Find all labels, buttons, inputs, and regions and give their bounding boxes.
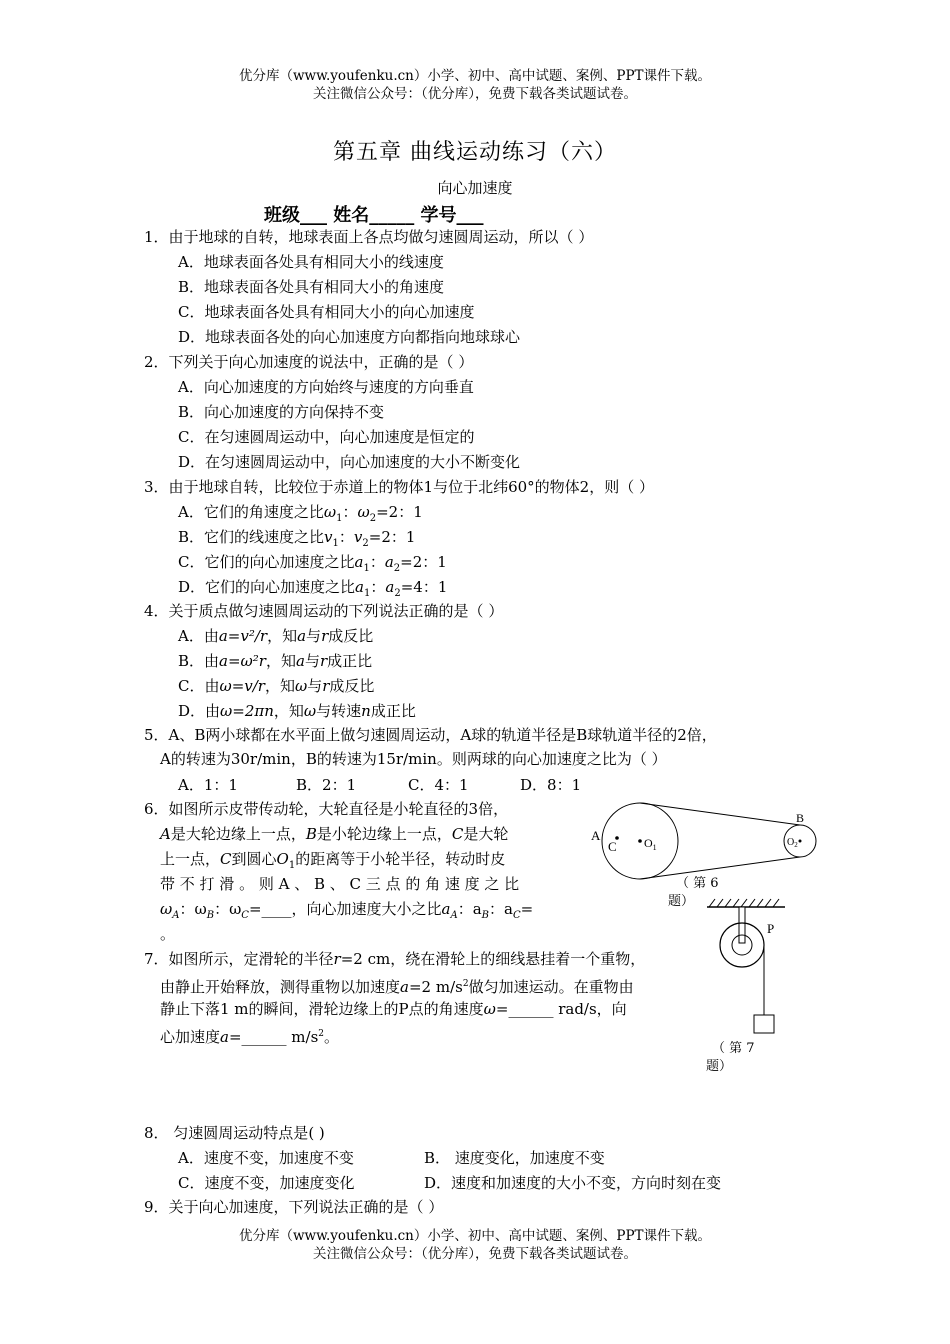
q4-option-d: D．由ω=2πn，知ω与转速n成正比 bbox=[178, 702, 416, 720]
q3-option-b: B．它们的线速度之比$v_1$：$v_2=2$：1 bbox=[178, 528, 416, 549]
q2-option-b: B．向心加速度的方向保持不变 bbox=[178, 403, 385, 421]
q6-line-1: 6．如图所示皮带传动轮，大轮直径是小轮直径的3倍， bbox=[144, 800, 509, 818]
fig6-caption-1: （ 第 6 bbox=[676, 876, 719, 891]
q3-option-a: A．它们的角速度之比$\omega_1$：$\omega_2=2$：1 bbox=[178, 503, 423, 524]
label-p: P bbox=[767, 921, 775, 936]
label-c: C bbox=[608, 839, 617, 854]
pulley-support bbox=[739, 907, 745, 943]
fig6-caption-2: 题） bbox=[668, 894, 695, 909]
ceiling-hatching bbox=[709, 899, 779, 907]
center-o1-dot bbox=[638, 839, 642, 843]
q4-option-c: C．由ω=v/r，知ω与r成反比 bbox=[178, 677, 375, 695]
q2-option-a: A．向心加速度的方向始终与速度的方向垂直 bbox=[178, 378, 474, 396]
q1-option-a: A．地球表面各处具有相同大小的线速度 bbox=[178, 253, 444, 271]
q8-option-c: C．速度不变，加速度变化 bbox=[178, 1174, 355, 1192]
q8-option-b: B． 速度变化，加速度不变 bbox=[424, 1149, 605, 1167]
q6-line-2: A是大轮边缘上一点，B是小轮边缘上一点，C是大轮 bbox=[160, 825, 509, 843]
belt-pulley-figure bbox=[588, 800, 823, 880]
q7-line-2: 由静止开始释放，测得重物以加速度a=2 $m/s^2$做匀加速运动。在重物由 bbox=[160, 978, 634, 996]
q4-option-b: B．由a=ω²r，知a与r成正比 bbox=[178, 652, 373, 670]
q5-option-d: D．8：1 bbox=[520, 776, 582, 794]
q6-line-6: 。 bbox=[160, 925, 176, 943]
q3-stem: 3．由于地球自转，比较位于赤道上的物体1与位于北纬60°的物体2，则（ ） bbox=[144, 478, 654, 496]
q5-line-2: A的转速为30r/min，B的转速为15r/min。则两球的向心加速度之比为（ ） bbox=[160, 750, 667, 768]
class-name-number-line: 班级___ 姓名_____ 学号___ bbox=[264, 205, 484, 226]
label-o1: $O_1$ bbox=[644, 836, 657, 852]
q2-option-d: D．在匀速圆周运动中，向心加速度的大小不断变化 bbox=[178, 453, 521, 471]
q7-line-1: 7．如图所示，定滑轮的半径r=2 cm，绕在滑轮上的细线悬挂着一个重物， bbox=[144, 950, 646, 968]
q6-line-3: 上一点，C到圆心$O_1$的距离等于小轮半径，转动时皮 bbox=[160, 850, 506, 871]
q3-option-c: C．它们的向心加速度之比$a_1$：$a_2=2$：1 bbox=[178, 553, 447, 574]
q5-line-1: 5．A、B两小球都在水平面上做匀速圆周运动，A球的轨道半径是B球轨道半径的2倍， bbox=[144, 726, 717, 744]
header-line-2: 关注微信公众号：（优分库），免费下载各类试题试卷。 bbox=[313, 86, 637, 102]
page-subtitle: 向心加速度 bbox=[437, 179, 513, 197]
q5-option-c: C．4：1 bbox=[408, 776, 469, 794]
q8-option-a: A．速度不变，加速度不变 bbox=[178, 1149, 354, 1167]
q5-option-a: A．1：1 bbox=[178, 776, 238, 794]
q1-stem: 1．由于地球的自转，地球表面上各点均做匀速圆周运动，所以（ ） bbox=[144, 228, 594, 246]
fixed-pulley-figure bbox=[705, 895, 795, 1045]
q9-stem: 9．关于向心加速度，下列说法正确的是（ ） bbox=[144, 1198, 444, 1216]
q8-option-d: D．速度和加速度的大小不变，方向时刻在变 bbox=[424, 1174, 722, 1192]
q1-option-c: C．地球表面各处具有相同大小的向心加速度 bbox=[178, 303, 475, 321]
fig7-caption-2: 题） bbox=[706, 1059, 733, 1074]
q2-stem: 2．下列关于向心加速度的说法中，正确的是（ ） bbox=[144, 353, 474, 371]
q5-options bbox=[178, 773, 581, 798]
q3-option-d: D．它们的向心加速度之比$a_1$：$a_2=4$：1 bbox=[178, 578, 448, 599]
q7-line-4: 心加速度a=______ $m/s^2$。 bbox=[160, 1028, 340, 1046]
label-b: B bbox=[796, 811, 805, 825]
q2-option-c: C．在匀速圆周运动中，向心加速度是恒定的 bbox=[178, 428, 475, 446]
q5-option-b: B．2：1 bbox=[296, 776, 357, 794]
belt-bottom bbox=[640, 857, 800, 879]
q4-option-a: A．由a=v²/r，知a与r成反比 bbox=[178, 627, 374, 645]
footer-line-1: 优分库（www.youfenku.cn）小学、初中、高中试题、案例、PPT课件下载。 bbox=[238, 1228, 712, 1244]
hanging-weight bbox=[754, 1015, 774, 1033]
belt-top bbox=[640, 803, 800, 825]
q4-stem: 4．关于质点做匀速圆周运动的下列说法正确的是（ ） bbox=[144, 602, 504, 620]
footer-line-2: 关注微信公众号：（优分库），免费下载各类试题试卷。 bbox=[313, 1246, 637, 1262]
q6-line-5: $\omega_A$：$\omega_B$：$\omega_C=\_\_\_\_$，向心加速度大小之比$a_A$：$a_B$：$a_C=$ bbox=[160, 900, 534, 921]
q7-line-3: 静止下落1 m的瞬间，滑轮边缘上的P点的角速度ω=______ rad/s，向 bbox=[160, 1000, 627, 1018]
page-title: 第五章 曲线运动练习（六） bbox=[333, 140, 617, 165]
q1-option-d: D．地球表面各处的向心加速度方向都指向地球球心 bbox=[178, 328, 521, 346]
q8-stem: 8． 匀速圆周运动特点是( ) bbox=[144, 1124, 325, 1142]
q1-option-b: B．地球表面各处具有相同大小的角速度 bbox=[178, 278, 445, 296]
center-o2-dot bbox=[799, 840, 802, 843]
header-line-1: 优分库（www.youfenku.cn）小学、初中、高中试题、案例、PPT课件下载。 bbox=[238, 68, 712, 84]
q6-line-4: 带 不 打 滑 。 则 A 、 B 、 C 三 点 的 角 速 度 之 比 bbox=[160, 875, 520, 893]
label-o2: $O_2$ bbox=[787, 837, 798, 849]
fig7-caption-1: （ 第 7 bbox=[712, 1041, 755, 1056]
label-a: A bbox=[591, 828, 601, 843]
